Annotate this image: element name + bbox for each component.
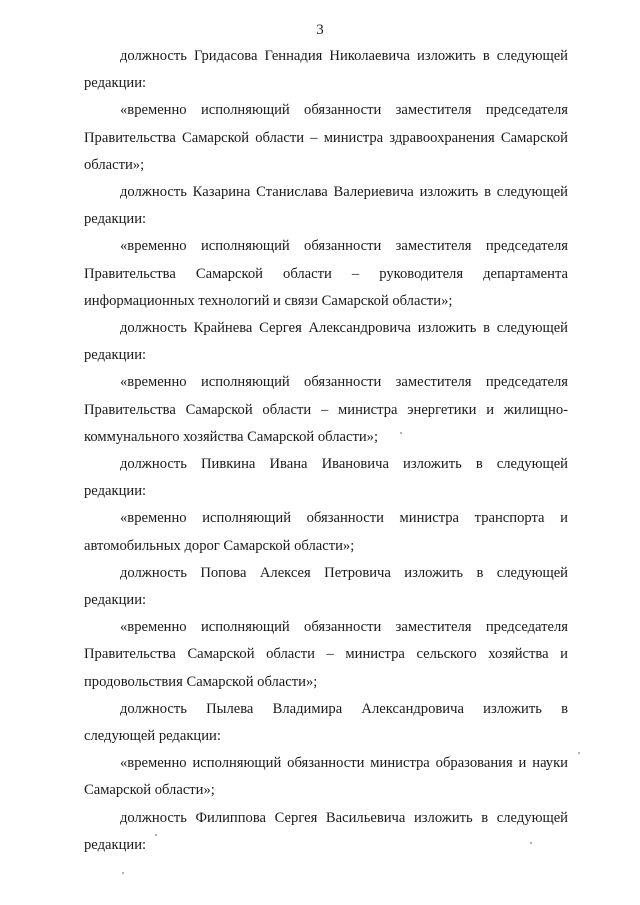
text-line: «временно исполняющий обязанности заместителя председателя bbox=[120, 619, 568, 636]
text-line: редакции: bbox=[84, 836, 147, 853]
paragraph bbox=[84, 315, 568, 369]
scan-speck bbox=[400, 432, 402, 434]
paragraph bbox=[84, 233, 568, 315]
text-line: должность Пылева Владимира Александровича изложить в bbox=[120, 700, 568, 717]
text-line: редакции: bbox=[84, 211, 147, 228]
text-line: автомобильных дорог Самарской области»; bbox=[84, 537, 355, 554]
paragraph bbox=[84, 97, 568, 179]
paragraph bbox=[84, 560, 568, 614]
text-line: «временно исполняющий обязанности министра образования и науки bbox=[120, 755, 568, 772]
scan-speck bbox=[155, 834, 157, 836]
text-line: коммунального хозяйства Самарской области»; bbox=[84, 428, 379, 445]
scan-speck bbox=[122, 872, 124, 874]
paragraph bbox=[84, 451, 568, 505]
paragraph bbox=[84, 179, 568, 233]
text-line: Правительства Самарской области – министра сельского хозяйства и bbox=[84, 646, 568, 663]
text-line: области»; bbox=[84, 156, 145, 173]
paragraph bbox=[84, 369, 568, 451]
paragraph bbox=[84, 43, 568, 97]
text-line: должность Казарина Станислава Валериевича изложить в следующей bbox=[120, 184, 568, 201]
paragraph bbox=[84, 750, 568, 804]
text-line: Правительства Самарской области – министра энергетики и жилищно- bbox=[84, 401, 568, 418]
text-line: информационных технологий и связи Самарской области»; bbox=[84, 292, 453, 309]
text-line: Правительства Самарской области – министра здравоохранения Самарской bbox=[84, 129, 568, 146]
text-line: «временно исполняющий обязанности заместителя председателя bbox=[120, 102, 568, 119]
text-line: должность Гридасова Геннадия Николаевича изложить в следующей bbox=[120, 48, 568, 64]
scan-speck bbox=[578, 752, 580, 754]
text-line: «временно исполняющий обязанности министра транспорта и bbox=[120, 510, 568, 527]
text-line: Самарской области»; bbox=[84, 782, 215, 799]
paragraph bbox=[84, 696, 568, 750]
text-line: следующей редакции: bbox=[84, 728, 221, 745]
text-line: Правительства Самарской области – руководителя департамента bbox=[84, 265, 568, 282]
text-line: «временно исполняющий обязанности заместителя председателя bbox=[120, 238, 568, 255]
text-line: редакции: bbox=[84, 483, 147, 500]
paragraph bbox=[84, 614, 568, 696]
text-line: должность Пивкина Ивана Ивановича изложить в следующей bbox=[120, 456, 568, 473]
document-body bbox=[84, 43, 568, 859]
scan-speck bbox=[530, 842, 532, 844]
text-line: редакции: bbox=[84, 75, 147, 92]
page-number: 3 bbox=[316, 22, 324, 38]
text-line: редакции: bbox=[84, 592, 147, 609]
text-line: редакции: bbox=[84, 347, 147, 364]
paragraph bbox=[84, 805, 568, 859]
text-line: «временно исполняющий обязанности заместителя председателя bbox=[120, 374, 568, 391]
text-line: должность Попова Алексея Петровича изложить в следующей bbox=[120, 564, 568, 581]
text-line: должность Филиппова Сергея Васильевича изложить в следующей bbox=[120, 809, 568, 826]
text-line: продовольствия Самарской области»; bbox=[84, 673, 318, 690]
paragraph bbox=[84, 505, 568, 559]
text-line: должность Крайнева Сергея Александровича изложить в следующей bbox=[120, 320, 568, 337]
